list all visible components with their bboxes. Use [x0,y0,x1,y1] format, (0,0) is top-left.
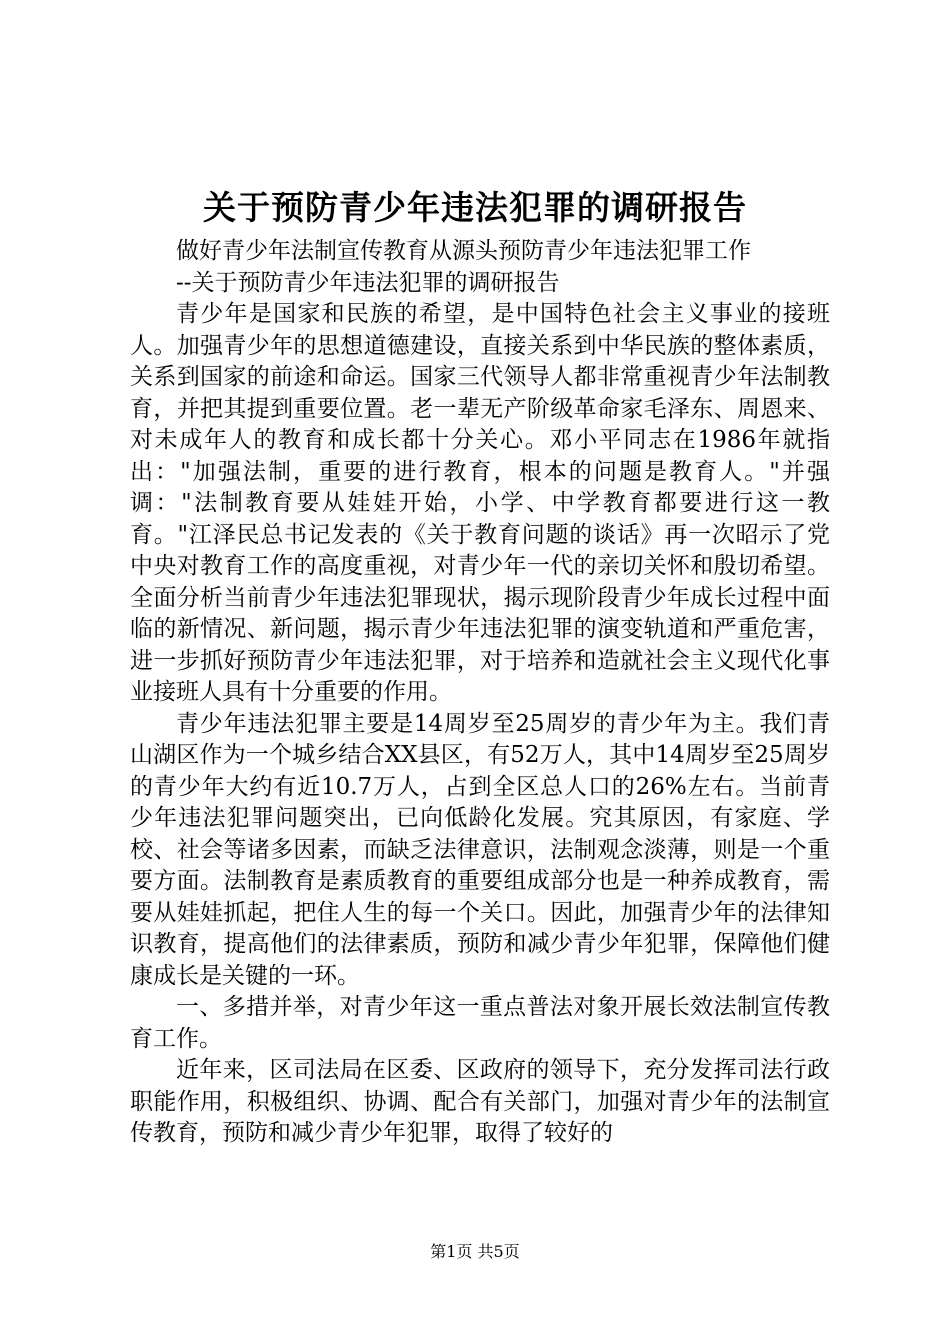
subtitle-line-2: --关于预防青少年违法犯罪的调研报告 [176,269,560,296]
document-body [130,236,830,1150]
subtitle-line-1: 做好青少年法制宣传教育从源头预防青少年违法犯罪工作 [176,238,751,264]
page-number-footer: 第1页 共5页 [430,1242,520,1261]
paragraph-3: 一、多措并举，对青少年这一重点普法对象开展长效法制宣传教育工作。 [130,994,830,1052]
paragraph-2: 青少年违法犯罪主要是14周岁至25周岁的青少年为主。我们青山湖区作为一个城乡结合XX县区，有52万人，其中14周岁至25周岁的青少年大约有近10.7万人，占到全区总人口的26%左右。当前青少年违法犯罪问题突出，已向低龄化发展。究其原因，有家庭、学校、社会等诸多因素，而缺乏法律意识，法制观念淡薄，则是一个重要方面。法制教育是素质教育的重要组成部分也是一种养成教育，需要从娃娃抓起，把住人生的每一个关口。因此，加强青少年的法律知识教育，提高他们的法律素质，预防和减少青少年犯罪，保障他们健康成长是关键的一环。 [130,710,830,989]
document-title: 关于预防青少年违法犯罪的调研报告 [203,188,747,227]
paragraph-1: 青少年是国家和民族的希望，是中国特色社会主义事业的接班人。加强青少年的思想道德建设，直接关系到中华民族的整体素质，关系到国家的前途和命运。国家三代领导人都非常重视青少年法制教育，并把其提到重要位置。老一辈无产阶级革命家毛泽东、周恩来、对未成年人的教育和成长都十分关心。邓小平同志在1986年就指出："加强法制，重要的进行教育，根本的问题是教育人。"并强调："法制教育要从娃娃开始，小学、中学教育都要进行这一教育。"江泽民总书记发表的《关于教育问题的谈话》再一次昭示了党中央对教育工作的高度重视，对青少年一代的亲切关怀和殷切希望。全面分析当前青少年违法犯罪现状，揭示现阶段青少年成长过程中面临的新情况、新问题，揭示青少年违法犯罪的演变轨道和严重危害，进一步抓好预防青少年违法犯罪，对于培养和造就社会主义现代化事业接班人具有十分重要的作用。 [130,301,830,705]
paragraph-4: 近年来，区司法局在区委、区政府的领导下，充分发挥司法行政职能作用，积极组织、协调、配合有关部门，加强对青少年的法制宣传教育，预防和减少青少年犯罪，取得了较好的 [130,1057,830,1146]
